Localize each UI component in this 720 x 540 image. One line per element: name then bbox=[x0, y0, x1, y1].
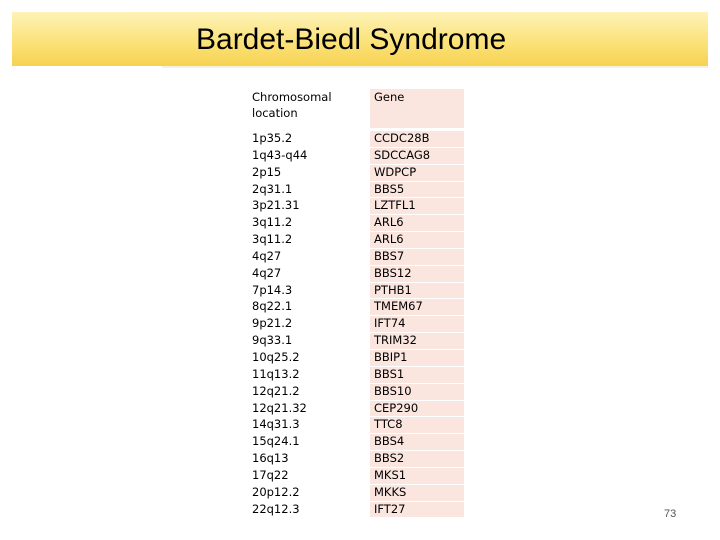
gene-cell: BBS1 bbox=[370, 367, 464, 384]
chromosomal-location-cell: 11q13.2 bbox=[248, 367, 370, 384]
table-row bbox=[248, 131, 464, 148]
chromosomal-location-cell: 3p21.31 bbox=[248, 198, 370, 215]
table-row bbox=[248, 350, 464, 367]
table-row bbox=[248, 215, 464, 232]
chromosomal-location-cell: 15q24.1 bbox=[248, 434, 370, 451]
table-row bbox=[248, 485, 464, 502]
gene-cell: TTC8 bbox=[370, 417, 464, 434]
chromosomal-location-cell: 8q22.1 bbox=[248, 299, 370, 316]
table-row bbox=[248, 434, 464, 451]
gene-cell: BBS12 bbox=[370, 266, 464, 283]
gene-cell: CCDC28B bbox=[370, 131, 464, 148]
chromosomal-location-cell: 3q11.2 bbox=[248, 215, 370, 232]
gene-cell: BBS7 bbox=[370, 249, 464, 266]
gene-cell: WDPCP bbox=[370, 165, 464, 182]
table-row bbox=[248, 417, 464, 434]
header-gene: Gene bbox=[370, 89, 464, 128]
table-row bbox=[248, 165, 464, 182]
chromosomal-location-cell: 4q27 bbox=[248, 266, 370, 283]
title-divider bbox=[162, 66, 708, 68]
gene-cell: CEP290 bbox=[370, 401, 464, 418]
gene-cell: ARL6 bbox=[370, 215, 464, 232]
gene-cell: LZTFL1 bbox=[370, 198, 464, 215]
chromosomal-location-cell: 12q21.32 bbox=[248, 401, 370, 418]
table-row bbox=[248, 401, 464, 418]
chromosomal-location-cell: 14q31.3 bbox=[248, 417, 370, 434]
table-row bbox=[248, 232, 464, 249]
gene-cell: MKS1 bbox=[370, 468, 464, 485]
gene-cell: BBS2 bbox=[370, 451, 464, 468]
table-row bbox=[248, 451, 464, 468]
gene-cell: TRIM32 bbox=[370, 333, 464, 350]
gene-cell: BBS4 bbox=[370, 434, 464, 451]
chromosomal-location-cell: 9p21.2 bbox=[248, 316, 370, 333]
gene-cell: BBIP1 bbox=[370, 350, 464, 367]
chromosomal-location-cell: 2q31.1 bbox=[248, 182, 370, 199]
gene-cell: BBS5 bbox=[370, 182, 464, 199]
table-row bbox=[248, 316, 464, 333]
table-row bbox=[248, 283, 464, 300]
chromosomal-location-cell: 12q21.2 bbox=[248, 384, 370, 401]
chromosomal-location-cell: 20p12.2 bbox=[248, 485, 370, 502]
table-row bbox=[248, 182, 464, 199]
table-row bbox=[248, 266, 464, 283]
slide-title: Bardet-Biedl Syndrome bbox=[196, 23, 507, 56]
gene-cell: TMEM67 bbox=[370, 299, 464, 316]
table-row bbox=[248, 249, 464, 266]
gene-cell: ARL6 bbox=[370, 232, 464, 249]
table-row bbox=[248, 468, 464, 485]
chromosomal-location-cell: 22q12.3 bbox=[248, 502, 370, 519]
chromosomal-location-cell: 1p35.2 bbox=[248, 131, 370, 148]
chromosomal-location-cell: 10q25.2 bbox=[248, 350, 370, 367]
gene-cell: IFT74 bbox=[370, 316, 464, 333]
gene-cell: PTHB1 bbox=[370, 283, 464, 300]
table-row bbox=[248, 198, 464, 215]
chromosomal-location-cell: 7p14.3 bbox=[248, 283, 370, 300]
table-row bbox=[248, 502, 464, 519]
table-row bbox=[248, 148, 464, 165]
gene-cell: BBS10 bbox=[370, 384, 464, 401]
chromosomal-location-cell: 9q33.1 bbox=[248, 333, 370, 350]
table-row bbox=[248, 367, 464, 384]
chromosomal-location-cell: 1q43-q44 bbox=[248, 148, 370, 165]
gene-cell: MKKS bbox=[370, 485, 464, 502]
gene-table bbox=[248, 89, 464, 518]
table-row bbox=[248, 333, 464, 350]
page-number: 73 bbox=[664, 508, 677, 520]
chromosomal-location-cell: 3q11.2 bbox=[248, 232, 370, 249]
header-chromosomal-location: Chromosomal location bbox=[248, 89, 370, 128]
gene-cell: IFT27 bbox=[370, 502, 464, 519]
table-row bbox=[248, 384, 464, 401]
gene-cell: SDCCAG8 bbox=[370, 148, 464, 165]
chromosomal-location-cell: 17q22 bbox=[248, 468, 370, 485]
chromosomal-location-cell: 4q27 bbox=[248, 249, 370, 266]
chromosomal-location-cell: 2p15 bbox=[248, 165, 370, 182]
table-row bbox=[248, 299, 464, 316]
chromosomal-location-cell: 16q13 bbox=[248, 451, 370, 468]
table-header-row bbox=[248, 89, 464, 128]
